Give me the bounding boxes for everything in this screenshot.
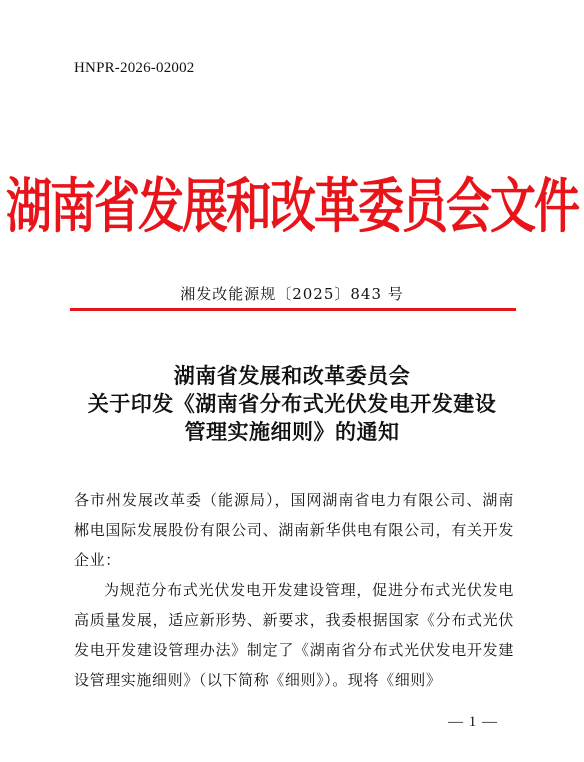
red-divider-line [70,308,516,311]
document-title [0,362,584,446]
title-line-1: 湖南省发展和改革委员会 [173,363,411,388]
document-number: 湘发改能源规〔2025〕843 号 [180,285,404,303]
document-body [74,485,514,695]
page-number: — 1 — [448,714,498,730]
document-id: HNPR-2026-02002 [74,60,195,76]
recipients-paragraph: 各市州发展改革委（能源局），国网湖南省电力有限公司、湖南郴电国际发展股份有限公司、湖南新华供电有限公司，有关开发企业： [74,491,514,569]
title-line-3: 管理实施细则》的通知 [184,419,400,444]
issuer-header: 湖南省发展和改革委员会文件 [6,171,578,241]
body-paragraph: 为规范分布式光伏发电开发建设管理，促进分布式光伏发电高质量发展，适应新形势、新要求，我委根据国家《分布式光伏发电开发建设管理办法》制定了《湖南省分布式光伏发电开发建设管理实施细则》（以下简称《细则》）。现将《细则》 [74,581,514,689]
title-line-2: 关于印发《湖南省分布式光伏发电开发建设 [87,391,497,416]
